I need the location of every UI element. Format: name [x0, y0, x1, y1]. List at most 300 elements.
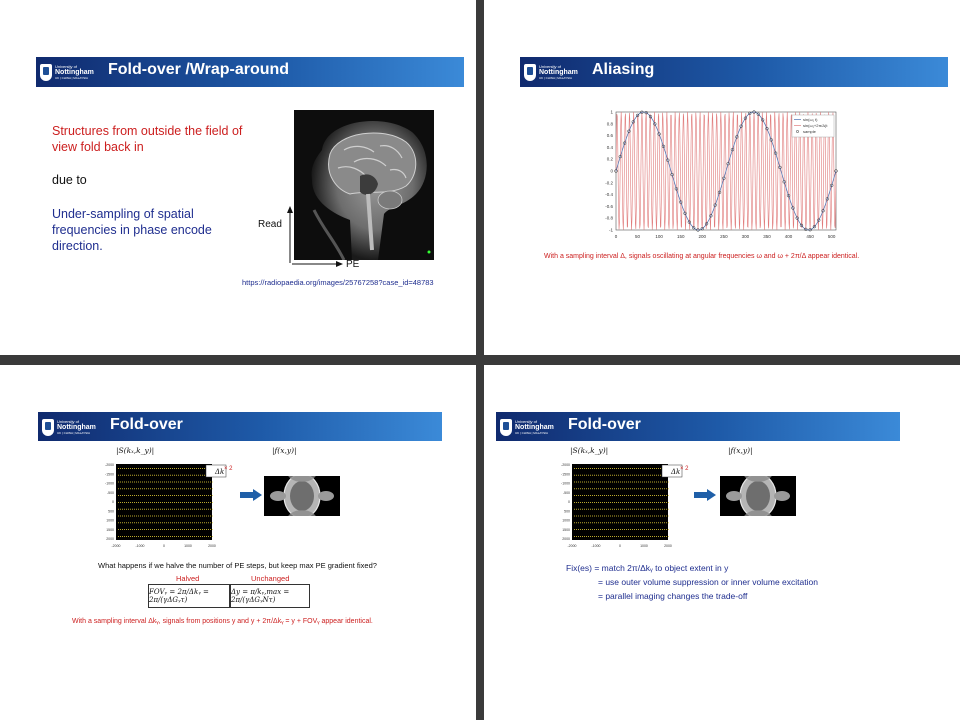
kspace-sample: [204, 536, 205, 537]
kspace-sample: [602, 482, 603, 483]
kspace-sample: [664, 516, 665, 517]
kspace-sample: [614, 475, 615, 476]
kspace-sample: [608, 488, 609, 489]
kspace-sample: [148, 468, 149, 469]
kspace-sample: [120, 522, 121, 523]
kspace-sample: [636, 488, 637, 489]
kspace-sample: [152, 502, 153, 503]
university-logo: [42, 415, 104, 439]
kspace-sample: [202, 482, 203, 483]
kspace-sample: [146, 488, 147, 489]
kspace-sample: [120, 495, 121, 496]
kspace-sample: [118, 536, 119, 537]
kspace-sample: [152, 488, 153, 489]
kspace-sample: [152, 482, 153, 483]
kspace-sample: [586, 475, 587, 476]
kspace-sample: [168, 495, 169, 496]
kspace-sample: [630, 488, 631, 489]
kspace-sample: [618, 529, 619, 530]
kspace-sample: [590, 509, 591, 510]
kspace-sample: [212, 516, 213, 517]
kspace-sample: [212, 488, 213, 489]
kspace-sample: [148, 488, 149, 489]
kspace-sample: [132, 522, 133, 523]
kspace-sample: [574, 488, 575, 489]
kspace-sample: [190, 495, 191, 496]
kspace-sample: [200, 495, 201, 496]
kspace-sample: [600, 502, 601, 503]
y-tick-label: 500: [108, 509, 114, 514]
kspace-sample: [202, 495, 203, 496]
kspace-sample: [118, 509, 119, 510]
kspace-sample: [650, 522, 651, 523]
x-tick-label: 0: [163, 544, 165, 548]
kspace-sample: [636, 495, 637, 496]
kspace-sample: [668, 516, 669, 517]
kspace-sample: [640, 468, 641, 469]
slide-foldover-halved[interactable]: [0, 365, 476, 720]
kspace-sample: [198, 516, 199, 517]
crest-icon: [40, 64, 52, 81]
kspace-sample: [658, 482, 659, 483]
kspace-sample: [586, 529, 587, 530]
kspace-sample: [612, 516, 613, 517]
kspace-sample: [170, 509, 171, 510]
kspace-sample: [594, 482, 595, 483]
kspace-sample: [118, 488, 119, 489]
kspace-sample: [126, 502, 127, 503]
kspace-sample: [598, 522, 599, 523]
kspace-sample: [632, 482, 633, 483]
kspace-sample: [208, 522, 209, 523]
kspace-sample: [574, 482, 575, 483]
kspace-sample: [190, 529, 191, 530]
kspace-sample: [588, 495, 589, 496]
kspace-sample: [208, 536, 209, 537]
kspace-sample: [192, 475, 193, 476]
kspace-sample: [152, 522, 153, 523]
kspace-sample: [172, 529, 173, 530]
kspace-sample: [624, 509, 625, 510]
brain-center: [746, 481, 770, 511]
kspace-sample: [634, 488, 635, 489]
kspace-sample: [638, 536, 639, 537]
kspace-sample: [652, 516, 653, 517]
kspace-sample: [174, 536, 175, 537]
kspace-sample: [664, 509, 665, 510]
kspace-sample: [586, 482, 587, 483]
slide-foldover-fixes[interactable]: [484, 365, 960, 720]
kspace-sample: [212, 509, 213, 510]
kspace-sample: [578, 468, 579, 469]
kspace-sample: [162, 482, 163, 483]
kspace-sample: [136, 475, 137, 476]
kspace-sample: [616, 475, 617, 476]
kspace-sample: [160, 495, 161, 496]
slide-title: Fold-over /Wrap-around: [108, 61, 290, 78]
kspace-sample: [164, 516, 165, 517]
kspace-sample: [140, 488, 141, 489]
kspace-sample: [650, 502, 651, 503]
kspace-sample: [580, 536, 581, 537]
kspace-sample: [156, 529, 157, 530]
kspace-sample: [186, 475, 187, 476]
kspace-sample: [192, 516, 193, 517]
kspace-sample: [134, 495, 135, 496]
kspace-sample: [212, 482, 213, 483]
kspace-sample: [624, 502, 625, 503]
kspace-sample: [660, 502, 661, 503]
kspace-sample: [638, 522, 639, 523]
kspace-sample: [140, 516, 141, 517]
kspace-sample: [136, 536, 137, 537]
kspace-sample: [582, 536, 583, 537]
kspace-sample: [640, 495, 641, 496]
kspace-sample: [628, 529, 629, 530]
kspace-sample: [618, 516, 619, 517]
kspace-sample: [132, 468, 133, 469]
kspace-sample: [644, 468, 645, 469]
y-tick-label: -2000: [105, 463, 114, 467]
kspace-sample: [646, 536, 647, 537]
kspace-label: |S(kₓ,k_y)|: [116, 446, 155, 455]
kspace-sample: [196, 475, 197, 476]
kspace-sample: [656, 502, 657, 503]
kspace-sample: [606, 529, 607, 530]
kspace-sample: [158, 502, 159, 503]
kspace-sample: [640, 516, 641, 517]
kspace-sample: [184, 522, 185, 523]
kspace-sample: [612, 468, 613, 469]
kspace-sample: [626, 482, 627, 483]
kspace-sample: [180, 488, 181, 489]
kspace-sample: [186, 536, 187, 537]
kspace-sample: [148, 516, 149, 517]
kspace-sample: [642, 522, 643, 523]
kspace-sample: [204, 502, 205, 503]
kspace-sample: [190, 468, 191, 469]
image-label: |f(x,y)|: [728, 446, 753, 455]
kspace-sample: [166, 509, 167, 510]
kspace-sample: [634, 536, 635, 537]
kspace-sample: [662, 502, 663, 503]
slide-aliasing[interactable]: [484, 0, 960, 355]
kspace-sample: [204, 509, 205, 510]
kspace-sample: [640, 502, 641, 503]
kspace-sample: [604, 495, 605, 496]
kspace-sample: [154, 475, 155, 476]
kspace-sample: [150, 509, 151, 510]
kspace-sample: [198, 502, 199, 503]
y-tick-label: -1: [608, 227, 613, 233]
kspace-sample: [576, 522, 577, 523]
kspace-sample: [176, 488, 177, 489]
kspace-sample: [658, 468, 659, 469]
kspace-sample: [614, 502, 615, 503]
kspace-sample: [644, 488, 645, 489]
ear-right: [774, 491, 790, 501]
kspace-sample: [174, 509, 175, 510]
kspace-sample: [174, 488, 175, 489]
kspace-sample: [574, 516, 575, 517]
kspace-sample: [200, 529, 201, 530]
kspace-sample: [620, 495, 621, 496]
kspace-sample: [206, 509, 207, 510]
kspace-sample: [578, 495, 579, 496]
kspace-sample: [150, 502, 151, 503]
kspace-sample: [194, 522, 195, 523]
y-tick-label: 500: [564, 509, 570, 514]
kspace-sample: [614, 482, 615, 483]
kspace-sample: [176, 522, 177, 523]
kspace-sample: [594, 516, 595, 517]
kspace-sample: [646, 482, 647, 483]
title-banner: [36, 57, 464, 87]
kspace-sample: [168, 488, 169, 489]
kspace-sample: [180, 529, 181, 530]
kspace-sample: [652, 482, 653, 483]
kspace-sample: [652, 475, 653, 476]
kspace-sample: [156, 502, 157, 503]
kspace-sample: [598, 482, 599, 483]
x-tick-label: 2000: [664, 544, 672, 548]
kspace-sample: [134, 516, 135, 517]
kspace-sample: [158, 468, 159, 469]
kspace-sample: [652, 536, 653, 537]
kspace-sample: [142, 468, 143, 469]
kspace-sample: [132, 488, 133, 489]
kspace-sample: [590, 482, 591, 483]
kspace-sample: [632, 475, 633, 476]
kspace-sample: [654, 529, 655, 530]
kspace-sample: [638, 482, 639, 483]
kspace-sample: [212, 522, 213, 523]
folded-image: [264, 476, 340, 516]
kspace-sample: [654, 509, 655, 510]
kspace-sample: [170, 468, 171, 469]
kspace-sample: [124, 516, 125, 517]
kspace-sample: [128, 482, 129, 483]
kspace-sample: [122, 516, 123, 517]
kspace-sample: [608, 509, 609, 510]
kspace-sample: [196, 509, 197, 510]
kspace-sample: [208, 509, 209, 510]
kspace-sample: [666, 529, 667, 530]
kspace-sample: [188, 475, 189, 476]
kspace-sample: [584, 468, 585, 469]
kspace-sample: [188, 522, 189, 523]
kspace-sample: [130, 516, 131, 517]
kspace-sample: [578, 529, 579, 530]
kspace-sample: [162, 529, 163, 530]
kspace-sample: [590, 475, 591, 476]
kspace-sample: [210, 516, 211, 517]
kspace-sample: [634, 475, 635, 476]
kspace-sample: [582, 522, 583, 523]
kspace-sample: [660, 482, 661, 483]
kspace-sample: [154, 522, 155, 523]
kspace-sample: [668, 502, 669, 503]
kspace-sample: [630, 502, 631, 503]
kspace-sample: [666, 509, 667, 510]
kspace-sample: [186, 468, 187, 469]
logo-line2: Nottingham: [539, 68, 578, 76]
kspace-sample: [172, 522, 173, 523]
kspace-sample: [576, 529, 577, 530]
kspace-sample: [628, 468, 629, 469]
kspace-sample: [602, 468, 603, 469]
kspace-sample: [176, 516, 177, 517]
kspace-sample: [200, 516, 201, 517]
kspace-sample: [608, 536, 609, 537]
kspace-sample: [164, 488, 165, 489]
kspace-sample: [134, 482, 135, 483]
kspace-sample: [656, 475, 657, 476]
kspace-sample: [146, 529, 147, 530]
kspace-sample: [644, 529, 645, 530]
mri-sagittal-image: [294, 110, 434, 260]
kspace-sample: [152, 516, 153, 517]
kspace-sample: [664, 482, 665, 483]
kspace-sample: [648, 529, 649, 530]
kspace-sample: [642, 502, 643, 503]
kspace-sample: [616, 516, 617, 517]
kspace-sample: [640, 522, 641, 523]
kspace-sample: [158, 536, 159, 537]
kspace-sample: [126, 509, 127, 510]
fix-volume-suppression: = use outer volume suppression or inner volume excitation: [598, 577, 818, 587]
kspace-sample: [188, 516, 189, 517]
kspace-sample: [598, 516, 599, 517]
kspace-sample: [172, 502, 173, 503]
kspace-sample: [580, 488, 581, 489]
kspace-sample: [594, 509, 595, 510]
y-tick-label: 0.6: [606, 133, 613, 139]
kspace-sample: [632, 468, 633, 469]
kspace-sample: [618, 509, 619, 510]
kspace-sample: [186, 495, 187, 496]
source-link[interactable]: https://radiopaedia.org/images/25767258?case_id=48783: [242, 278, 434, 287]
kspace-sample: [118, 529, 119, 530]
kspace-sample: [170, 482, 171, 483]
read-label: Read: [258, 219, 282, 230]
kspace-sample: [184, 529, 185, 530]
kspace-sample: [176, 482, 177, 483]
y-tick-label: 1000: [562, 518, 570, 523]
kspace-sample: [588, 488, 589, 489]
kspace-sample: [654, 482, 655, 483]
kspace-sample: [626, 522, 627, 523]
kspace-sample: [176, 509, 177, 510]
kspace-sample: [150, 475, 151, 476]
kspace-sample: [584, 529, 585, 530]
logo-line2: Nottingham: [57, 423, 96, 431]
kspace-sample: [644, 536, 645, 537]
kspace-sample: [620, 468, 621, 469]
kspace-sample: [184, 516, 185, 517]
kspace-sample: [604, 488, 605, 489]
kspace-sample: [602, 488, 603, 489]
kspace-sample: [120, 536, 121, 537]
kspace-sample: [186, 482, 187, 483]
kspace-sample: [632, 516, 633, 517]
kspace-sample: [636, 475, 637, 476]
brain-center: [290, 481, 314, 511]
kspace-sample: [210, 536, 211, 537]
x-tick-label: 500: [827, 234, 836, 239]
kspace-sample: [206, 529, 207, 530]
kspace-sample: [196, 536, 197, 537]
slide-title: Fold-over: [110, 416, 183, 433]
kspace-sample: [136, 468, 137, 469]
kspace-sample: [622, 529, 623, 530]
kspace-sample: [600, 482, 601, 483]
kspace-sample: [626, 536, 627, 537]
kspace-sample: [128, 529, 129, 530]
kspace-sample: [602, 529, 603, 530]
kspace-sample: [132, 482, 133, 483]
kspace-sample: [662, 482, 663, 483]
kspace-sample: [602, 509, 603, 510]
kspace-sample: [180, 536, 181, 537]
kspace-sample: [636, 468, 637, 469]
kspace-sample: [176, 529, 177, 530]
kspace-sample: [588, 536, 589, 537]
kspace-sample: [146, 482, 147, 483]
kspace-sample: [150, 482, 151, 483]
kspace-sample: [182, 502, 183, 503]
kspace-sample: [642, 529, 643, 530]
kspace-sample: [190, 509, 191, 510]
kspace-sample: [204, 468, 205, 469]
kspace-sample: [648, 482, 649, 483]
kspace-sample: [612, 488, 613, 489]
kspace-sample: [128, 475, 129, 476]
kspace-sample: [148, 495, 149, 496]
y-tick-label: 1500: [562, 527, 570, 532]
slide-foldover-wraparound[interactable]: [0, 0, 476, 355]
kspace-sample: [600, 529, 601, 530]
kspace-sample: [162, 502, 163, 503]
kspace-sample: [650, 536, 651, 537]
kspace-sample: [174, 522, 175, 523]
x-tick-label: 1000: [640, 544, 648, 548]
kspace-sample: [202, 516, 203, 517]
kspace-sample: [176, 495, 177, 496]
kspace-sample: [140, 536, 141, 537]
kspace-sample: [656, 529, 657, 530]
ear-right: [318, 491, 334, 501]
kspace-sample: [174, 495, 175, 496]
kspace-sample: [580, 509, 581, 510]
kspace-sample: [612, 482, 613, 483]
kspace-sample: [132, 495, 133, 496]
kspace-sample: [580, 475, 581, 476]
kspace-sample: [664, 529, 665, 530]
kspace-sample: [606, 509, 607, 510]
kspace-sample: [156, 516, 157, 517]
kspace-sample: [586, 502, 587, 503]
x-tick-label: 100: [655, 234, 663, 239]
ear-left: [726, 491, 742, 501]
kspace-sample: [172, 495, 173, 496]
kspace-sample: [150, 468, 151, 469]
kspace-sample: [160, 475, 161, 476]
kspace-plot: [550, 462, 700, 552]
kspace-sample: [212, 502, 213, 503]
kspace-sample: [652, 522, 653, 523]
kspace-sample: [574, 502, 575, 503]
